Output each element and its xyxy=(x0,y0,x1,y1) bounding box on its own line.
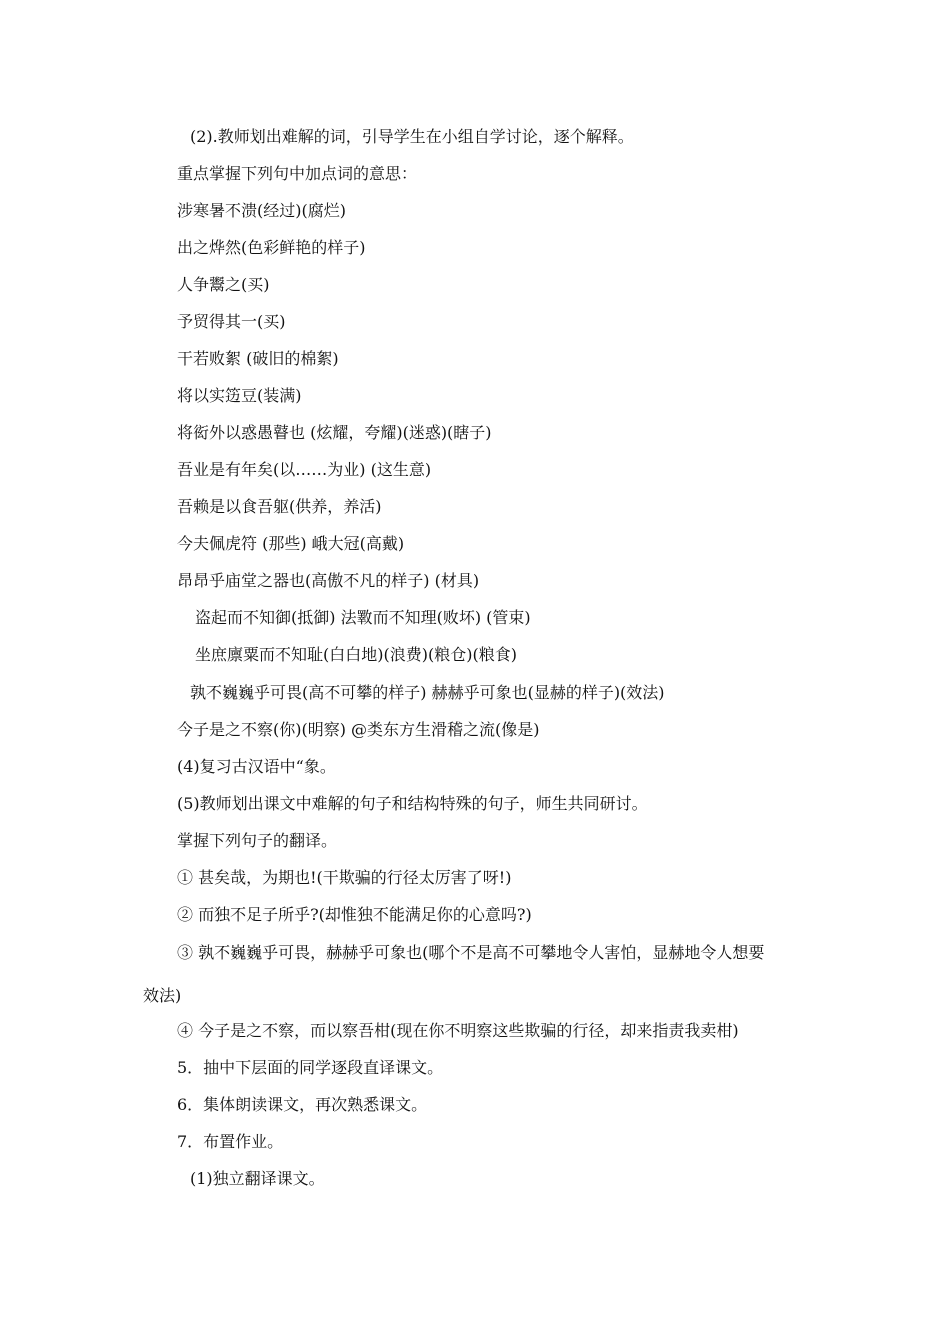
text-line: (5)教师划出课文中难解的句子和结构特殊的句子，师生共同研讨。 xyxy=(177,794,648,813)
text-line: 今夫佩虎符 (那些) 峨大冠(高戴) xyxy=(177,534,405,553)
text-line: 孰不巍巍乎可畏(高不可攀的样子) 赫赫乎可象也(显赫的样子)(效法) xyxy=(190,683,665,702)
text-line: 坐庶廪粟而不知耻(白白地)(浪费)(粮仓)(粮食) xyxy=(195,645,517,664)
text-line: (2).教师划出难解的词，引导学生在小组自学讨论，逐个解释。 xyxy=(190,127,634,146)
text-line: (1)独立翻译课文。 xyxy=(190,1169,325,1188)
text-line: 将衒外以惑愚瞽也 (炫耀，夸耀)(迷惑)(瞎子) xyxy=(177,423,492,442)
text-line: 5．抽中下层面的同学逐段直译课文。 xyxy=(177,1058,444,1077)
text-line: 吾业是有年矣(以……为业) (这生意) xyxy=(177,460,432,479)
text-line: 昂昂乎庙堂之器也(高傲不凡的样子) (材具) xyxy=(177,571,480,590)
text-line: 6．集体朗读课文，再次熟悉课文。 xyxy=(177,1095,428,1114)
text-line: ④ 今子是之不察，而以察吾柑(现在你不明察这些欺骗的行径，却来指责我卖柑) xyxy=(177,1021,739,1040)
text-line: 出之烨然(色彩鲜艳的样子) xyxy=(177,238,366,257)
text-line: 今子是之不察(你)(明察) @类东方生滑稽之流(像是) xyxy=(177,720,540,739)
text-line: 予贸得其一(买) xyxy=(177,312,286,331)
text-line: (4)复习古汉语中“象。 xyxy=(177,757,336,776)
text-line: 效法) xyxy=(143,986,182,1005)
text-line: ③ 孰不巍巍乎可畏，赫赫乎可象也(哪个不是高不可攀地令人害怕，显赫地令人想要 xyxy=(177,943,765,962)
text-line: 7．布置作业。 xyxy=(177,1132,284,1151)
text-line: 掌握下列句子的翻译。 xyxy=(177,831,338,850)
text-line: ② 而独不足子所乎?(却惟独不能满足你的心意吗?) xyxy=(177,905,532,924)
text-line: 盗起而不知御(抵御) 法斁而不知理(败坏) (管束) xyxy=(195,608,531,627)
text-line: 干若败絮 (破旧的棉絮) xyxy=(177,349,339,368)
text-line: 将以实笾豆(装满) xyxy=(177,386,302,405)
text-line: 人争鬻之(买) xyxy=(177,275,270,294)
text-line: 重点掌握下列句中加点词的意思： xyxy=(177,164,418,183)
text-line: ① 甚矣哉，为期也!(干欺骗的行径太厉害了呀!) xyxy=(177,868,512,887)
text-line: 吾赖是以食吾躯(供养，养活) xyxy=(177,497,382,516)
text-line: 涉寒暑不溃(经过)(腐烂) xyxy=(177,201,346,220)
